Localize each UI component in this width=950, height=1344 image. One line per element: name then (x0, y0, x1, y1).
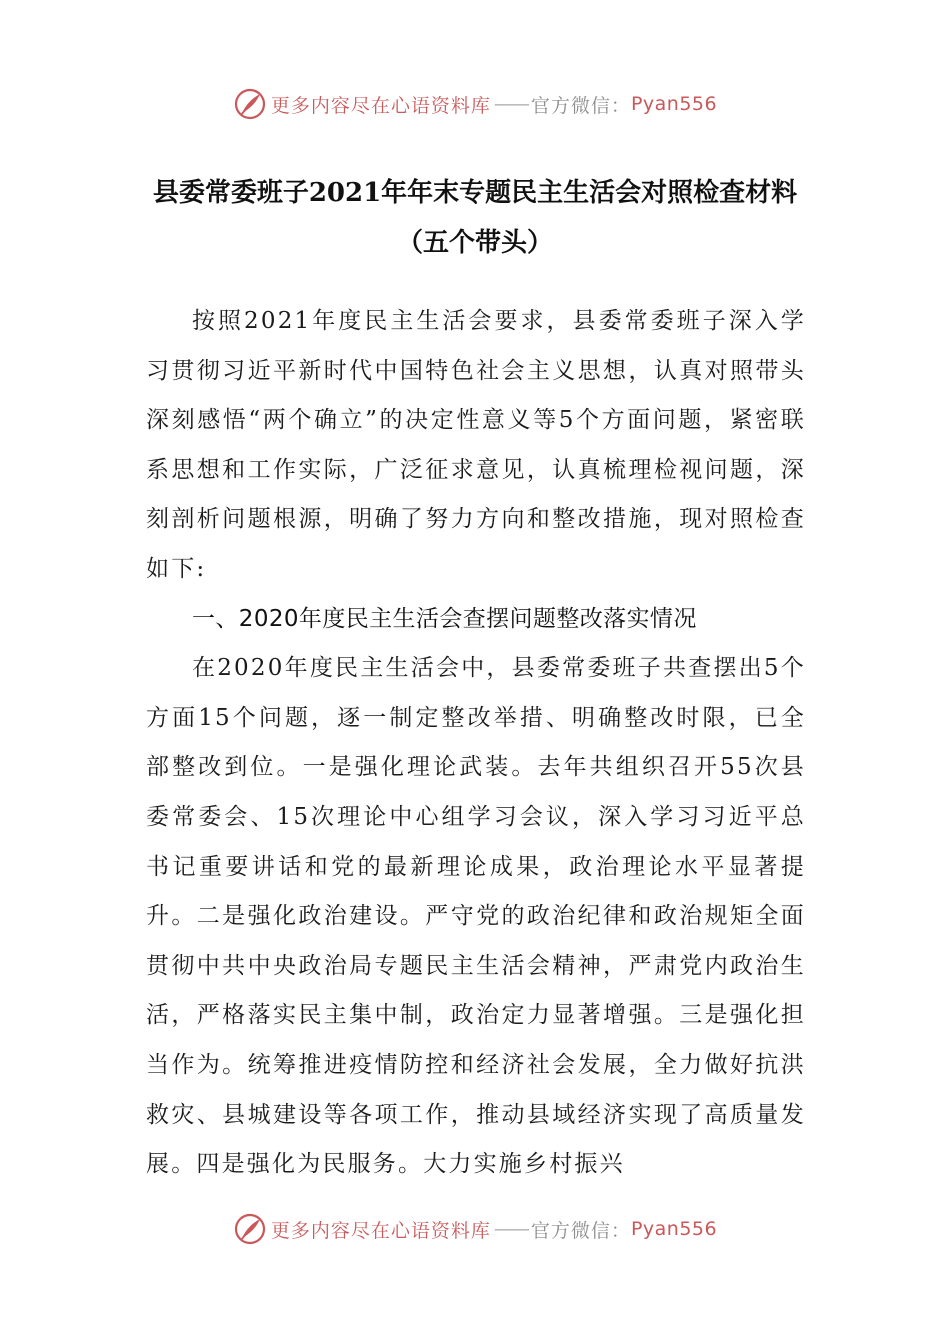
document-title: 县委常委班子2021年年末专题民主生活会对照检查材料 (152, 178, 798, 208)
watermark-text: 更多内容尽在心语资料库 (270, 1219, 491, 1242)
watermark-official: 官方微信： (530, 1219, 631, 1242)
watermark-dash: —— (493, 93, 528, 115)
document-subtitle: （五个带头） (396, 228, 553, 258)
watermark-text: 更多内容尽在心语资料库 (270, 94, 491, 117)
watermark-dash: —— (493, 1218, 528, 1240)
section-paragraph-1: 在2020年度民主生活会中，县委常委班子共查摆出5个方面15个问题，逐一制定整改举措、明确整改时限，已全部整改到位。一是强化理论武装。去年共组织召开55次县委常委会、15次理论中心组学习会议，深入学习习近平总书记重要讲话和党的最新理论成果，政治理论水平显著提升。二是强化政治建设。严守党的政治纪律和政治规矩全面贯彻中共中央政治局专题民主生活会精神，严肃党内政治生活，严格落实民主集中制，政治定力显著增强。三是强化担当作为。统筹推进疫情防控和经济社会发展，全力做好抗洪救灾、县城建设等各项工作，推动县域经济实现了高质量发展。四是强化为民服务。大力实施乡村振兴 (146, 655, 806, 1178)
quill-logo-icon (233, 1212, 267, 1246)
watermark-account: Pyan556 (630, 1218, 718, 1240)
watermark-account: Pyan556 (630, 93, 718, 115)
watermark-official: 官方微信： (530, 94, 631, 117)
footer-watermark (0, 1207, 950, 1251)
section-heading-1: 一、2020年度民主生活会查摆问题整改落实情况 (192, 605, 697, 632)
header-watermark (0, 82, 950, 126)
quill-logo-icon (233, 87, 267, 121)
document-body (146, 297, 806, 1190)
intro-paragraph: 按照2021年度民主生活会要求，县委常委班子深入学习贯彻习近平新时代中国特色社会主义思想，认真对照带头深刻感悟“两个确立”的决定性意义等5个方面问题，紧密联系思想和工作实际，广泛征求意见，认真梳理检视问题，深刻剖析问题根源，明确了努力方向和整改措施，现对照检查如下: (146, 308, 806, 582)
